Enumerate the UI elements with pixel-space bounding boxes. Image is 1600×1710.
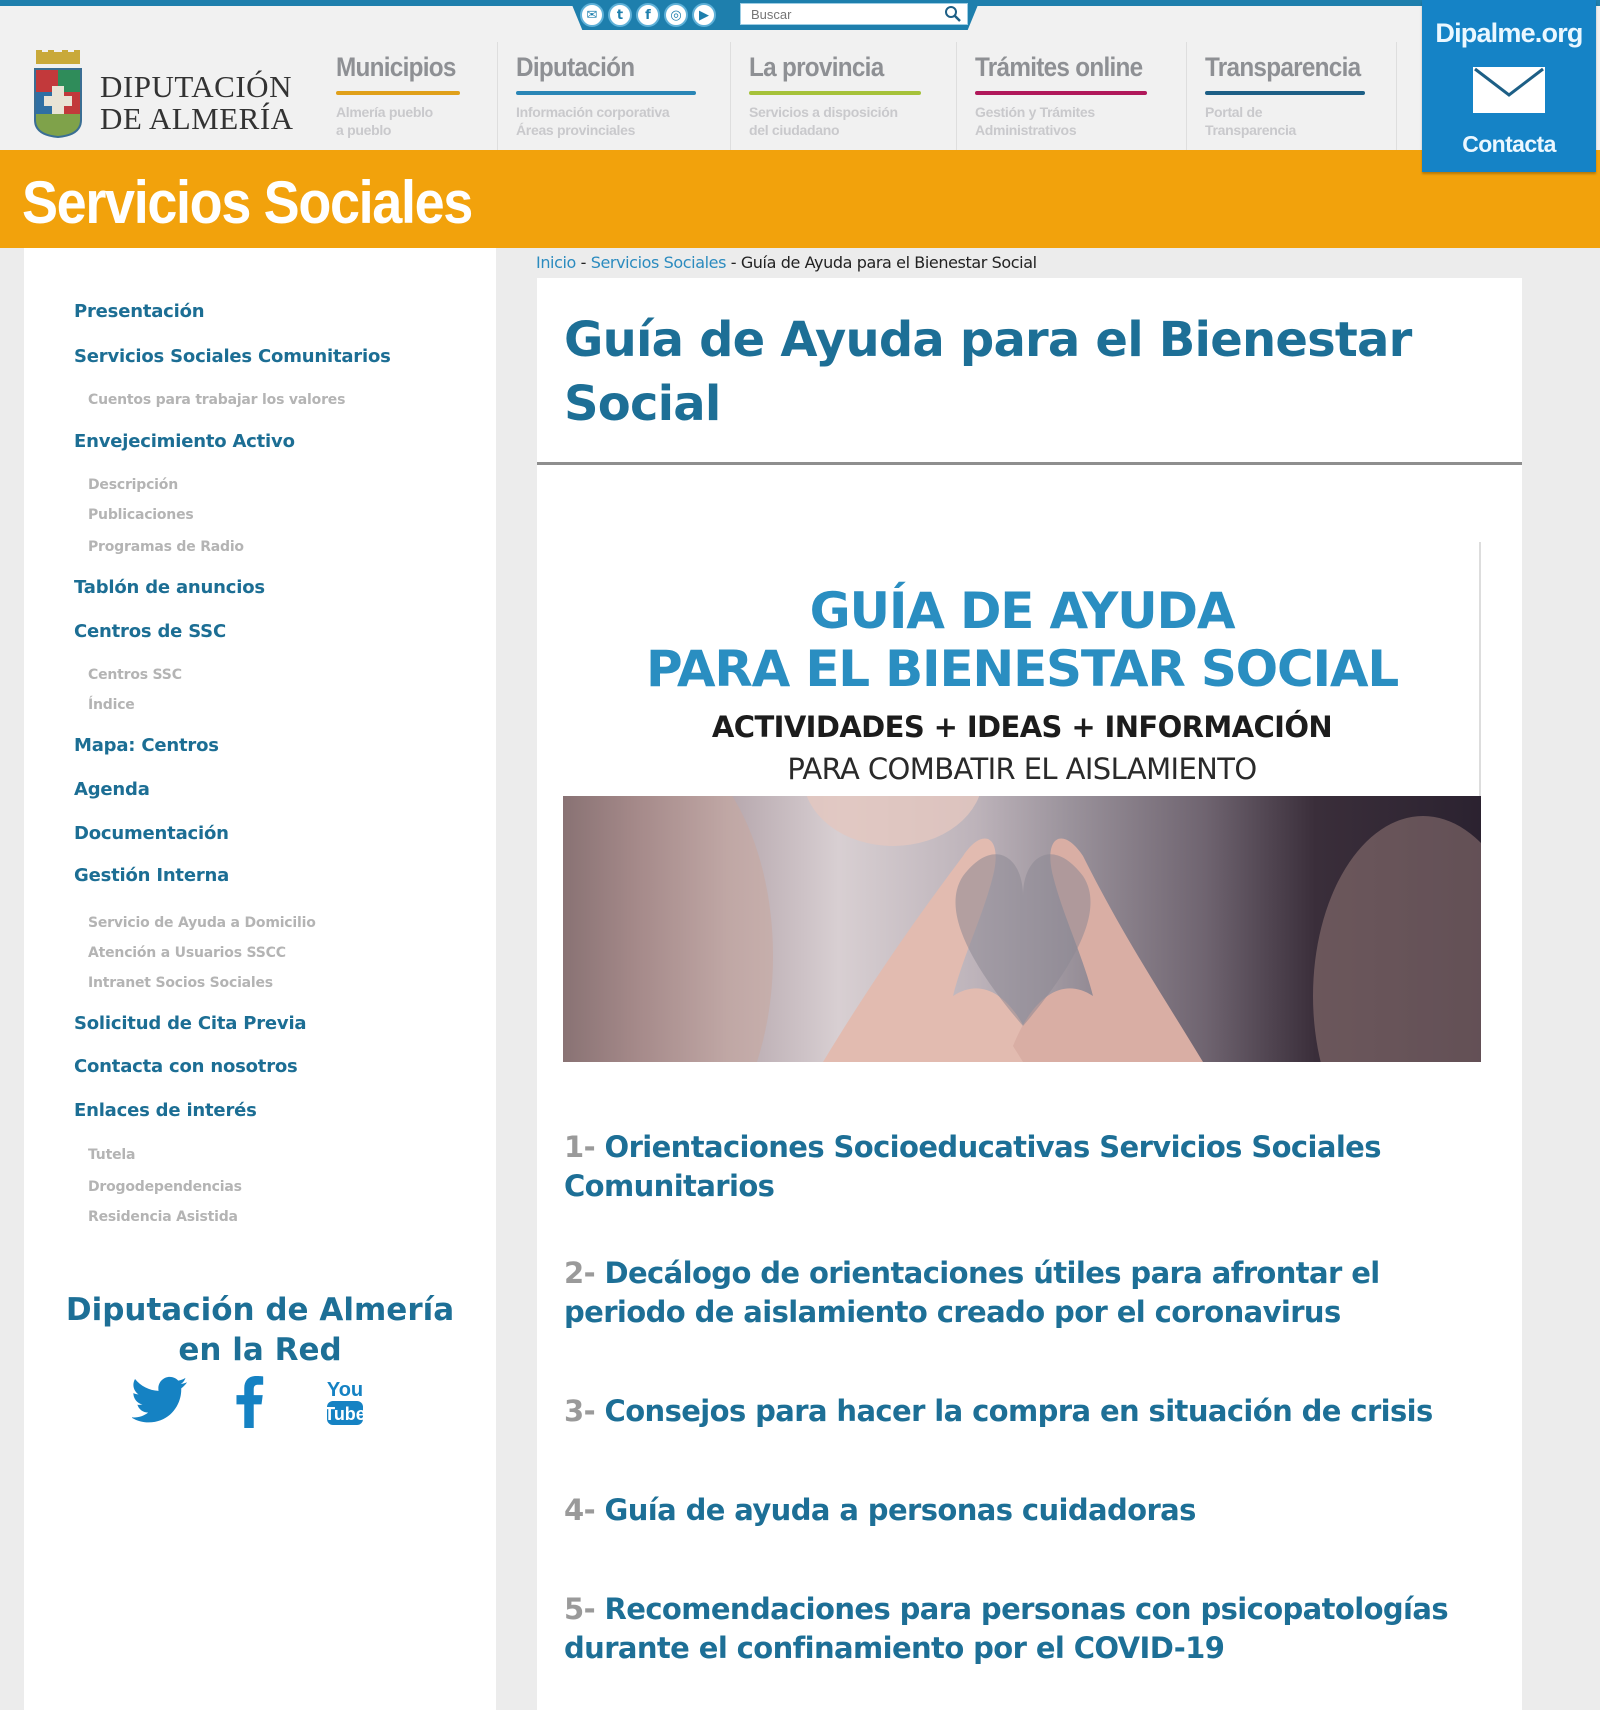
logo-line-1: DIPUTACIÓN xyxy=(100,69,292,104)
nav-subtitle: Portal de Transparencia xyxy=(1205,104,1297,138)
sidebar-subitem-cuentos[interactable]: Cuentos para trabajar los valores xyxy=(88,392,346,408)
sidebar-item-documentacion[interactable]: Documentación xyxy=(74,823,229,844)
sidebar-subitem-centros-ssc[interactable]: Centros SSC xyxy=(88,667,182,683)
sidebar-item-mapa-centros[interactable]: Mapa: Centros xyxy=(74,735,219,756)
sidebar-item-tablon-anuncios[interactable]: Tablón de anuncios xyxy=(74,577,265,598)
sidebar-item-contacta[interactable]: Contacta con nosotros xyxy=(74,1056,298,1077)
page-title: Guía de Ayuda para el Bienestar Social xyxy=(564,312,1412,432)
guide-link-5[interactable] xyxy=(564,1590,1484,1668)
sidebar-item-centros-ssc[interactable]: Centros de SSC xyxy=(74,621,226,642)
sidebar-subitem-descripcion[interactable]: Descripción xyxy=(88,477,178,493)
nav-underline xyxy=(749,91,921,95)
contact-label: Contacta xyxy=(1462,131,1556,157)
breadcrumb-current: Guía de Ayuda para el Bienestar Social xyxy=(740,253,1037,272)
dipalme-site-label: Dipalme.org xyxy=(1435,18,1583,48)
nav-underline xyxy=(516,91,696,95)
nav-title: Diputación xyxy=(516,52,635,82)
banner-heading xyxy=(563,582,1481,698)
search-icon[interactable] xyxy=(943,5,963,23)
breadcrumb-home-link[interactable]: Inicio xyxy=(536,253,576,272)
twitter-icon[interactable] xyxy=(132,1376,188,1424)
facebook-icon[interactable]: f xyxy=(636,3,660,27)
main-nav xyxy=(318,42,1397,152)
link-number: 4- xyxy=(564,1493,596,1527)
breadcrumb-section-link[interactable]: Servicios Sociales xyxy=(590,253,727,272)
sidebar-subitem-atencion-usuarios[interactable]: Atención a Usuarios SSCC xyxy=(88,945,286,961)
search-box xyxy=(740,3,968,25)
banner-heading-line-2: PARA EL BIENESTAR SOCIAL xyxy=(645,640,1399,698)
network-icons xyxy=(24,1376,496,1436)
youtube-icon[interactable]: ▶ xyxy=(692,3,716,27)
link-text: Consejos para hacer la compra en situación de crisis xyxy=(604,1394,1433,1428)
link-text: Decálogo de orientaciones útiles para afrontar el periodo de aislamiento creado por el coronavirus xyxy=(564,1256,1380,1329)
sidebar xyxy=(24,248,496,1710)
heart-hands-photo xyxy=(563,796,1481,1062)
title-divider xyxy=(537,462,1522,465)
sidebar-subitem-drogodependencias[interactable]: Drogodependencias xyxy=(88,1179,242,1195)
section-title: Servicios Sociales xyxy=(22,169,472,236)
link-text: Orientaciones Socioeducativas Servicios Sociales Comunitarios xyxy=(564,1130,1381,1203)
guide-link-4[interactable] xyxy=(564,1491,1484,1530)
sidebar-item-enlaces-interes[interactable]: Enlaces de interés xyxy=(74,1100,257,1121)
guide-banner-image[interactable] xyxy=(563,542,1481,1062)
instagram-icon[interactable]: ◎ xyxy=(664,3,688,27)
nav-subtitle: Almería pueblo a pueblo xyxy=(336,104,433,138)
heart-hands-illustration xyxy=(563,796,1481,1062)
nav-title: La provincia xyxy=(749,52,884,82)
breadcrumb-separator: - xyxy=(726,253,741,272)
mail-icon[interactable]: ✉ xyxy=(580,3,604,27)
nav-item-tramites-online[interactable] xyxy=(957,42,1187,152)
nav-underline xyxy=(1205,91,1365,95)
nav-subtitle: Información corporativa Áreas provinciales xyxy=(516,104,670,138)
logo-text xyxy=(100,71,294,135)
sidebar-subitem-ayuda-domicilio[interactable]: Servicio de Ayuda a Domicilio xyxy=(88,915,316,931)
nav-item-transparencia[interactable] xyxy=(1187,42,1397,152)
svg-text:Tube: Tube xyxy=(324,1404,366,1424)
link-number: 3- xyxy=(564,1394,596,1428)
network-heading-line-1: Diputación de Almería xyxy=(65,1292,455,1328)
nav-item-diputacion[interactable] xyxy=(498,42,731,152)
nav-title: Trámites online xyxy=(975,52,1143,82)
nav-underline xyxy=(336,91,460,95)
dipalme-contact-box[interactable] xyxy=(1422,0,1596,172)
nav-title: Transparencia xyxy=(1205,52,1361,82)
link-number: 5- xyxy=(564,1592,596,1626)
sidebar-subitem-programas-radio[interactable]: Programas de Radio xyxy=(88,539,244,555)
banner-subheading: ACTIVIDADES + IDEAS + INFORMACIÓN xyxy=(711,710,1333,744)
sidebar-item-envejecimiento-activo[interactable]: Envejecimiento Activo xyxy=(74,431,295,452)
sidebar-subitem-intranet[interactable]: Intranet Socios Sociales xyxy=(88,975,273,991)
nav-item-municipios[interactable] xyxy=(318,42,498,152)
sidebar-subitem-residencia-asistida[interactable]: Residencia Asistida xyxy=(88,1209,238,1225)
svg-text:You: You xyxy=(326,1379,364,1401)
main-content-panel xyxy=(537,278,1522,1710)
banner-tagline: PARA COMBATIR EL AISLAMIENTO xyxy=(787,752,1257,786)
sidebar-item-presentacion[interactable]: Presentación xyxy=(74,301,205,322)
breadcrumb-separator: - xyxy=(575,253,591,272)
sidebar-item-agenda[interactable]: Agenda xyxy=(74,779,150,800)
top-social-search-strip xyxy=(570,0,980,30)
nav-underline xyxy=(975,91,1147,95)
breadcrumb xyxy=(536,253,1037,272)
link-text: Guía de ayuda a personas cuidadoras xyxy=(604,1493,1196,1527)
guide-link-1[interactable] xyxy=(564,1128,1484,1206)
search-input[interactable] xyxy=(741,4,941,24)
logo-line-2: DE ALMERÍA xyxy=(100,101,294,136)
guide-link-3[interactable] xyxy=(564,1392,1484,1431)
sidebar-subitem-publicaciones[interactable]: Publicaciones xyxy=(88,507,194,523)
banner-heading-line-1: GUÍA DE AYUDA xyxy=(809,582,1235,640)
link-number: 2- xyxy=(564,1256,596,1290)
network-heading xyxy=(24,1290,496,1370)
nav-item-la-provincia[interactable] xyxy=(731,42,957,152)
nav-subtitle: Gestión y Trámites Administrativos xyxy=(975,104,1095,138)
coat-of-arms-icon xyxy=(32,50,84,140)
link-number: 1- xyxy=(564,1130,596,1164)
youtube-icon[interactable] xyxy=(324,1376,366,1426)
facebook-icon[interactable] xyxy=(234,1376,264,1428)
link-text: Recomendaciones para personas con psicopatologías durante el confinamiento por el COVID-19 xyxy=(564,1592,1449,1665)
sidebar-subitem-tutela[interactable]: Tutela xyxy=(88,1147,136,1163)
twitter-icon[interactable]: t xyxy=(608,3,632,27)
nav-title: Municipios xyxy=(336,52,456,82)
sidebar-item-gestion-interna[interactable]: Gestión Interna xyxy=(74,865,230,886)
envelope-icon xyxy=(1473,67,1545,113)
site-logo[interactable] xyxy=(30,46,300,146)
sidebar-item-servicios-sociales-comunitarios[interactable]: Servicios Sociales Comunitarios xyxy=(74,346,391,367)
top-social-icons xyxy=(580,3,716,27)
guide-link-2[interactable] xyxy=(564,1254,1484,1332)
sidebar-item-cita-previa[interactable]: Solicitud de Cita Previa xyxy=(74,1013,307,1034)
nav-subtitle: Servicios a disposición del ciudadano xyxy=(749,104,898,138)
sidebar-subitem-indice[interactable]: Índice xyxy=(88,697,135,713)
section-banner xyxy=(0,150,1600,248)
network-heading-line-2: en la Red xyxy=(178,1332,342,1368)
